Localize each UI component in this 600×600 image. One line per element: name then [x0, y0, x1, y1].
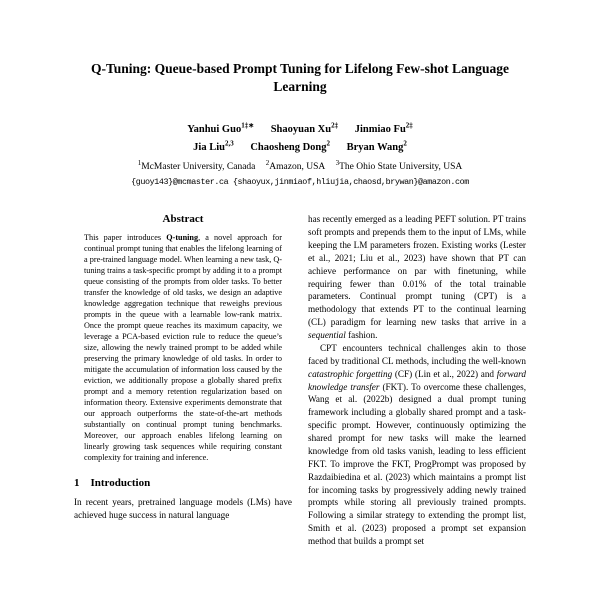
- author-name: Jia Liu: [193, 141, 225, 153]
- email-line: {guoy143}@mcmaster.ca {shaoyux,jinmiaof,hliujia,chaosd,brywan}@amazon.com: [131, 177, 469, 188]
- author-name: Chaosheng Dong: [250, 141, 327, 153]
- paragraph: CPT encounters technical challenges akin to those faced by traditional CL methods, including the well-known catastrophic forgetting (CF) (Lin et al., 2022) and forward knowledge transfer (FKT). To overcome these challenges, Wang et al. (2022b) designed a dual prompt tuning framework including a globally shared prompt and a task-specific prompt. However, continuously optimizing the shared prompt for new tasks will make the learned knowledge from old tasks vanish, leading to less efficient FKT. To improve the FKT, ProgPrompt was proposed by Razdaibiedina et al. (2023) which maintains a prompt list for incoming tasks by progressively adding newly trained prompts while storing all previously trained prompts. Following a similar strategy to extending the prompt list, Smith et al. (2023) proposed a prompt set expansion method that builds a prompt set: [308, 342, 526, 546]
- affiliation-sup: 2: [265, 158, 270, 167]
- author-name: Jinmiao Fu: [354, 123, 406, 135]
- author: [346, 139, 407, 153]
- abstract-heading: Abstract: [162, 213, 204, 226]
- author-sup: 2‡: [405, 121, 413, 130]
- affiliation: [137, 158, 256, 173]
- author-sup: 2‡: [331, 121, 339, 130]
- affiliation: [335, 158, 463, 173]
- author-sup: 2: [326, 139, 330, 148]
- affiliation-name: Amazon, USA: [269, 162, 326, 173]
- author-name: Yanhui Guo: [187, 123, 242, 135]
- right-column: [308, 213, 526, 548]
- author-row-1: [74, 120, 526, 138]
- affiliation-sup: 3: [335, 158, 340, 167]
- author-sup: 1‡∗: [241, 121, 255, 130]
- affiliation-sup: 1: [137, 158, 142, 167]
- paper-title: Q-Tuning: Queue-based Prompt Tuning for Lifelong Few-shot Language Learning: [91, 61, 509, 95]
- abstract-text: This paper introduces Q-tuning, a novel approach for continual prompt tuning that enables the lifelong learning of a pre-trained language model. When learning a new task, Q-tuning trains a task-specific prompt by adding it to a prompt queue consisting of the prompts from older tasks. To better transfer the knowledge of old tasks, we design an adaptive knowledge aggregation technique that reweighs previous prompts in the queue with a learnable low-rank matrix. Once the prompt queue reaches its maximum capacity, we leverage a PCA-based eviction rule to reduce the queue’s size, allowing the newly trained prompt to be added while preserving the primary knowledge of old tasks. In order to mitigate the accumulation of information loss caused by the eviction, we additionally propose a globally shared prefix prompt and a memory retention regularization based on information theory. Extensive experiments demonstrate that our approach outperforms the state-of-the-art methods substantially on continual prompt tuning benchmarks. Moreover, our approach enables lifelong learning on linearly growing task sequences while requiring constant complexity for training and inference.: [84, 233, 282, 462]
- section-number: 1: [74, 476, 80, 489]
- author: [250, 139, 330, 153]
- intro-paragraph: In recent years, pretrained language models (LMs) have achieved huge success in natural language: [74, 496, 292, 520]
- author: [187, 121, 255, 135]
- section-title: Introduction: [90, 476, 151, 489]
- author: [193, 139, 234, 153]
- author-row-2: [74, 138, 526, 156]
- author-sup: 2: [403, 139, 407, 148]
- author-name: Shaoyuan Xu: [270, 123, 332, 135]
- author: [270, 121, 339, 135]
- author-sup: 2,3: [224, 139, 234, 148]
- affiliation: [265, 158, 326, 173]
- affiliation-name: McMaster University, Canada: [141, 162, 256, 173]
- paragraph: has recently emerged as a leading PEFT solution. PT trains soft prompts and prepends them to the input of LMs, while keeping the LM parameters frozen. Existing works (Lester et al., 2021; Liu et al., 2023) have shown that PT can achieve performance on par with finetuning, while requiring fewer than 0.01% of the total trainable parameters. Continual prompt tuning (CPT) is a methodology that extends PT to the continual learning (CL) paradigm for learning new tasks that arrive in a sequential fashion.: [308, 214, 526, 340]
- affiliations: [74, 159, 526, 172]
- two-column-body: [74, 213, 526, 548]
- left-column: [74, 213, 292, 548]
- section-heading-introduction: [74, 477, 292, 489]
- author: [354, 121, 413, 135]
- author-name: Bryan Wang: [346, 141, 404, 153]
- affiliation-name: The Ohio State University, USA: [339, 162, 463, 173]
